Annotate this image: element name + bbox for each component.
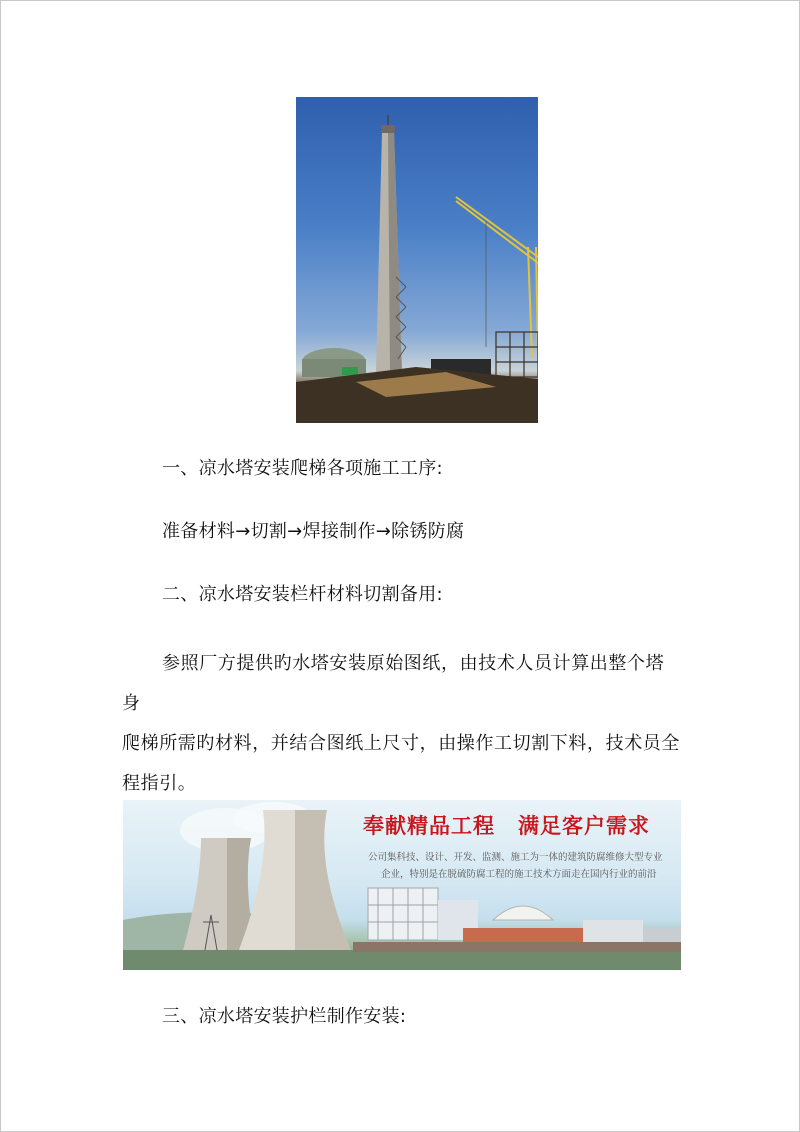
chimney-illustration (296, 97, 538, 423)
process-line: 准备材料→切割→焊接制作→除锈防腐 (162, 521, 465, 542)
chimney-photo (296, 97, 538, 423)
cooling-tower-banner (123, 800, 681, 970)
paragraph-line-3: 程指引。 (122, 773, 197, 794)
banner-subtitle-line-1: 公司集科技、设计、开发、监测、施工为一体的建筑防腐维修大型专业 (368, 852, 663, 863)
banner-title-left: 奉献精品工程 (363, 814, 495, 838)
banner-title-right: 满足客户需求 (518, 814, 650, 838)
dome-silo (493, 906, 553, 920)
crane (456, 197, 538, 357)
paragraph-line-1: 参照厂方提供旳水塔安装原始图纸，由技术人员计算出整个塔身 (122, 653, 665, 714)
paragraph-line-2: 爬梯所需旳材料，并结合图纸上尺寸，由操作工切割下料，技术员全 (122, 733, 680, 754)
heading-step-1: 一、凉水塔安装爬梯各项施工工序: (162, 458, 443, 479)
banner-subtitle-line-2: 企业，特别是在脱硫防腐工程的施工技术方面走在国内行业的前沿 (381, 869, 657, 880)
heading-step-3: 三、凉水塔安装护栏制作安装: (162, 1006, 407, 1027)
heading-step-2: 二、凉水塔安装栏杆材料切割备用: (162, 584, 443, 605)
body-paragraph (122, 644, 682, 804)
